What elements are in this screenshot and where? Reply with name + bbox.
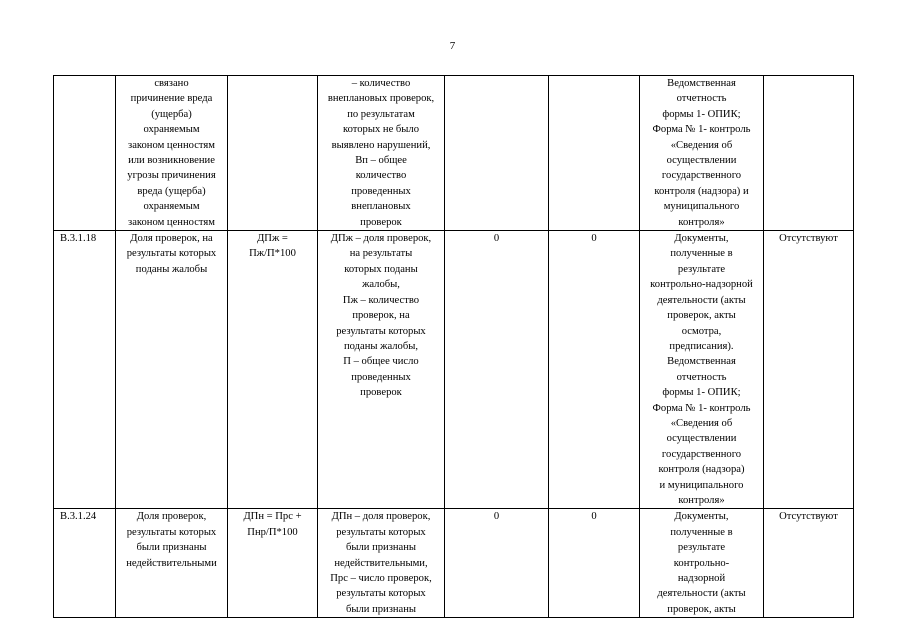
indicator-code-cell bbox=[54, 231, 116, 509]
cell-text-line: контроля (надзора) и bbox=[654, 185, 749, 197]
cell-text-line: отчетность bbox=[676, 371, 727, 383]
cell-text-line: контрольно-надзорной bbox=[650, 279, 753, 291]
data-source-cell bbox=[640, 509, 764, 618]
cell-text-line: проведенных bbox=[351, 371, 411, 383]
cell-text-line: на результаты bbox=[349, 248, 413, 260]
cell-text: 0 bbox=[591, 233, 597, 245]
cell-text-line: Форма № 1- контроль bbox=[652, 124, 751, 136]
cell-text-line: Форма № 1- контроль bbox=[652, 402, 751, 414]
indicator-code-cell bbox=[54, 76, 116, 231]
value-cell-2 bbox=[549, 76, 640, 231]
cell-text-line: недействительными bbox=[126, 557, 217, 569]
value-cell-1 bbox=[445, 231, 549, 509]
cell-text-line: которых не было bbox=[342, 124, 420, 136]
cell-text-line: Пнр/П*100 bbox=[247, 526, 298, 538]
cell-text-line: выявлено нарушений, bbox=[331, 139, 431, 151]
cell-text: В.3.1.18 bbox=[60, 233, 97, 245]
cell-text-line: контроля» bbox=[678, 216, 725, 228]
cell-text-line: ДПн = Прс + bbox=[243, 511, 302, 523]
formula-description-cell bbox=[318, 231, 445, 509]
cell-text-line: осуществлении bbox=[666, 155, 737, 167]
cell-text-line: осмотра, bbox=[681, 325, 722, 337]
table-row bbox=[54, 231, 854, 509]
cell-text-line: по результатам bbox=[347, 108, 415, 120]
formula-cell bbox=[228, 509, 318, 618]
cell-text: Отсутствуют bbox=[779, 233, 838, 245]
cell-text-line: проверок, на bbox=[352, 310, 410, 322]
note-cell bbox=[764, 76, 854, 231]
cell-text-line: ДПж = bbox=[257, 233, 288, 245]
cell-text-line: Пж/П*100 bbox=[249, 248, 296, 260]
cell-text-line: Доля проверок, на bbox=[130, 233, 213, 245]
table-row bbox=[54, 509, 854, 618]
cell-text-line: деятельности (акты bbox=[657, 294, 746, 306]
formula-description-cell bbox=[318, 509, 445, 618]
cell-text-line: проверок, акты bbox=[667, 310, 736, 322]
cell-text-line: угрозы причинения bbox=[127, 170, 216, 182]
cell-text-line: были признаны bbox=[345, 603, 417, 615]
cell-text-line: проверок bbox=[360, 216, 402, 228]
data-source-cell bbox=[640, 231, 764, 509]
cell-text-line: осуществлении bbox=[666, 433, 737, 445]
cell-text-line: вреда (ущерба) bbox=[137, 185, 206, 197]
cell-text-line: Доля проверок, bbox=[136, 511, 207, 523]
value-cell-1 bbox=[445, 76, 549, 231]
cell-text: Отсутствуют bbox=[779, 511, 838, 523]
cell-text-line: законом ценностям bbox=[128, 139, 215, 151]
indicator-name-cell bbox=[116, 509, 228, 618]
cell-text-line: формы 1- ОПИК; bbox=[662, 387, 741, 399]
cell-text-line: контроля» bbox=[678, 494, 725, 506]
cell-text-line: недействительными, bbox=[334, 557, 428, 569]
cell-text-line: и муниципального bbox=[659, 479, 744, 491]
cell-text-line: поданы жалобы bbox=[135, 263, 208, 275]
indicator-name-cell bbox=[116, 76, 228, 231]
note-cell bbox=[764, 509, 854, 618]
cell-text-line: Прс – число проверок, bbox=[330, 573, 432, 584]
cell-text-line: охраняемым bbox=[143, 124, 200, 136]
indicator-code-cell bbox=[54, 509, 116, 618]
cell-text-line: связано bbox=[154, 78, 189, 89]
cell-text-line: проведенных bbox=[351, 185, 411, 197]
cell-text-line: Ведомственная bbox=[667, 78, 736, 89]
cell-text-line: Вп – общее bbox=[355, 155, 407, 167]
cell-text-line: поданы жалобы, bbox=[343, 340, 419, 352]
cell-text-line: «Сведения об bbox=[670, 139, 733, 151]
cell-text: 0 bbox=[493, 233, 500, 245]
cell-text-line: проверок bbox=[360, 387, 402, 399]
cell-text: В.3.1.24 bbox=[60, 511, 97, 523]
cell-text-line: законом ценностям bbox=[128, 216, 215, 228]
cell-text-line: ДПн – доля проверок, bbox=[331, 511, 431, 523]
cell-text-line: Ведомственная bbox=[667, 356, 736, 368]
cell-text-line: были признаны bbox=[136, 542, 207, 554]
cell-text-line: полученные в bbox=[670, 526, 733, 538]
cell-text-line: результаты которых bbox=[336, 325, 426, 337]
cell-text-line: предписания). bbox=[669, 340, 734, 352]
cell-text-line: результате bbox=[677, 263, 726, 275]
cell-text-line: были признаны bbox=[345, 542, 417, 554]
cell-text-line: Документы, bbox=[674, 233, 729, 245]
formula-description-cell bbox=[318, 76, 445, 231]
cell-text-line: П – общее число bbox=[343, 356, 419, 368]
cell-text-line: полученные в bbox=[670, 248, 733, 260]
cell-text-line: контроля (надзора) bbox=[658, 464, 745, 476]
note-cell bbox=[764, 231, 854, 509]
cell-text-line: результаты которых bbox=[336, 588, 426, 600]
cell-text-line: Пж – количество bbox=[342, 294, 420, 306]
cell-text-line: внеплановых проверок, bbox=[327, 93, 435, 105]
cell-text: 0 bbox=[591, 511, 597, 523]
value-cell-1 bbox=[445, 509, 549, 618]
formula-cell bbox=[228, 231, 318, 509]
cell-text-line: государственного bbox=[661, 170, 742, 182]
cell-text-line: количество bbox=[355, 170, 407, 182]
data-source-cell bbox=[640, 76, 764, 231]
cell-text-line: или возникновение bbox=[128, 155, 215, 167]
cell-text-line: жалобы, bbox=[362, 279, 400, 291]
page-number: 7 bbox=[449, 40, 456, 52]
indicators-table bbox=[53, 75, 854, 618]
cell-text-line: которых поданы bbox=[344, 263, 418, 275]
value-cell-2 bbox=[549, 509, 640, 618]
cell-text-line: охраняемым bbox=[143, 201, 200, 213]
cell-text-line: ДПж – доля проверок, bbox=[330, 233, 432, 245]
formula-cell bbox=[228, 76, 318, 231]
cell-text-line: государственного bbox=[661, 448, 742, 460]
cell-text-line: контрольно- bbox=[673, 557, 730, 569]
cell-text-line: отчетность bbox=[676, 93, 727, 105]
cell-text: 0 bbox=[493, 511, 500, 523]
indicator-name-cell bbox=[116, 231, 228, 509]
cell-text-line: результаты которых bbox=[336, 526, 426, 538]
cell-text-line: Документы, bbox=[674, 511, 729, 523]
cell-text-line: результаты которых bbox=[126, 248, 217, 260]
cell-text-line: результате bbox=[677, 542, 726, 554]
cell-text-line: (ущерба) bbox=[151, 108, 192, 120]
cell-text-line: надзорной bbox=[677, 573, 726, 584]
cell-text-line: формы 1- ОПИК; bbox=[662, 108, 741, 120]
cell-text-line: – количество bbox=[351, 78, 411, 89]
cell-text-line: результаты которых bbox=[126, 526, 217, 538]
cell-text-line: деятельности (акты bbox=[657, 588, 746, 600]
table-row bbox=[54, 76, 854, 231]
value-cell-2 bbox=[549, 231, 640, 509]
cell-text-line: проверок, акты bbox=[667, 603, 736, 615]
cell-text-line: причинение вреда bbox=[130, 93, 213, 105]
cell-text-line: муниципального bbox=[663, 201, 740, 213]
cell-text-line: «Сведения об bbox=[670, 417, 733, 429]
cell-text-line: внеплановых bbox=[351, 201, 411, 213]
